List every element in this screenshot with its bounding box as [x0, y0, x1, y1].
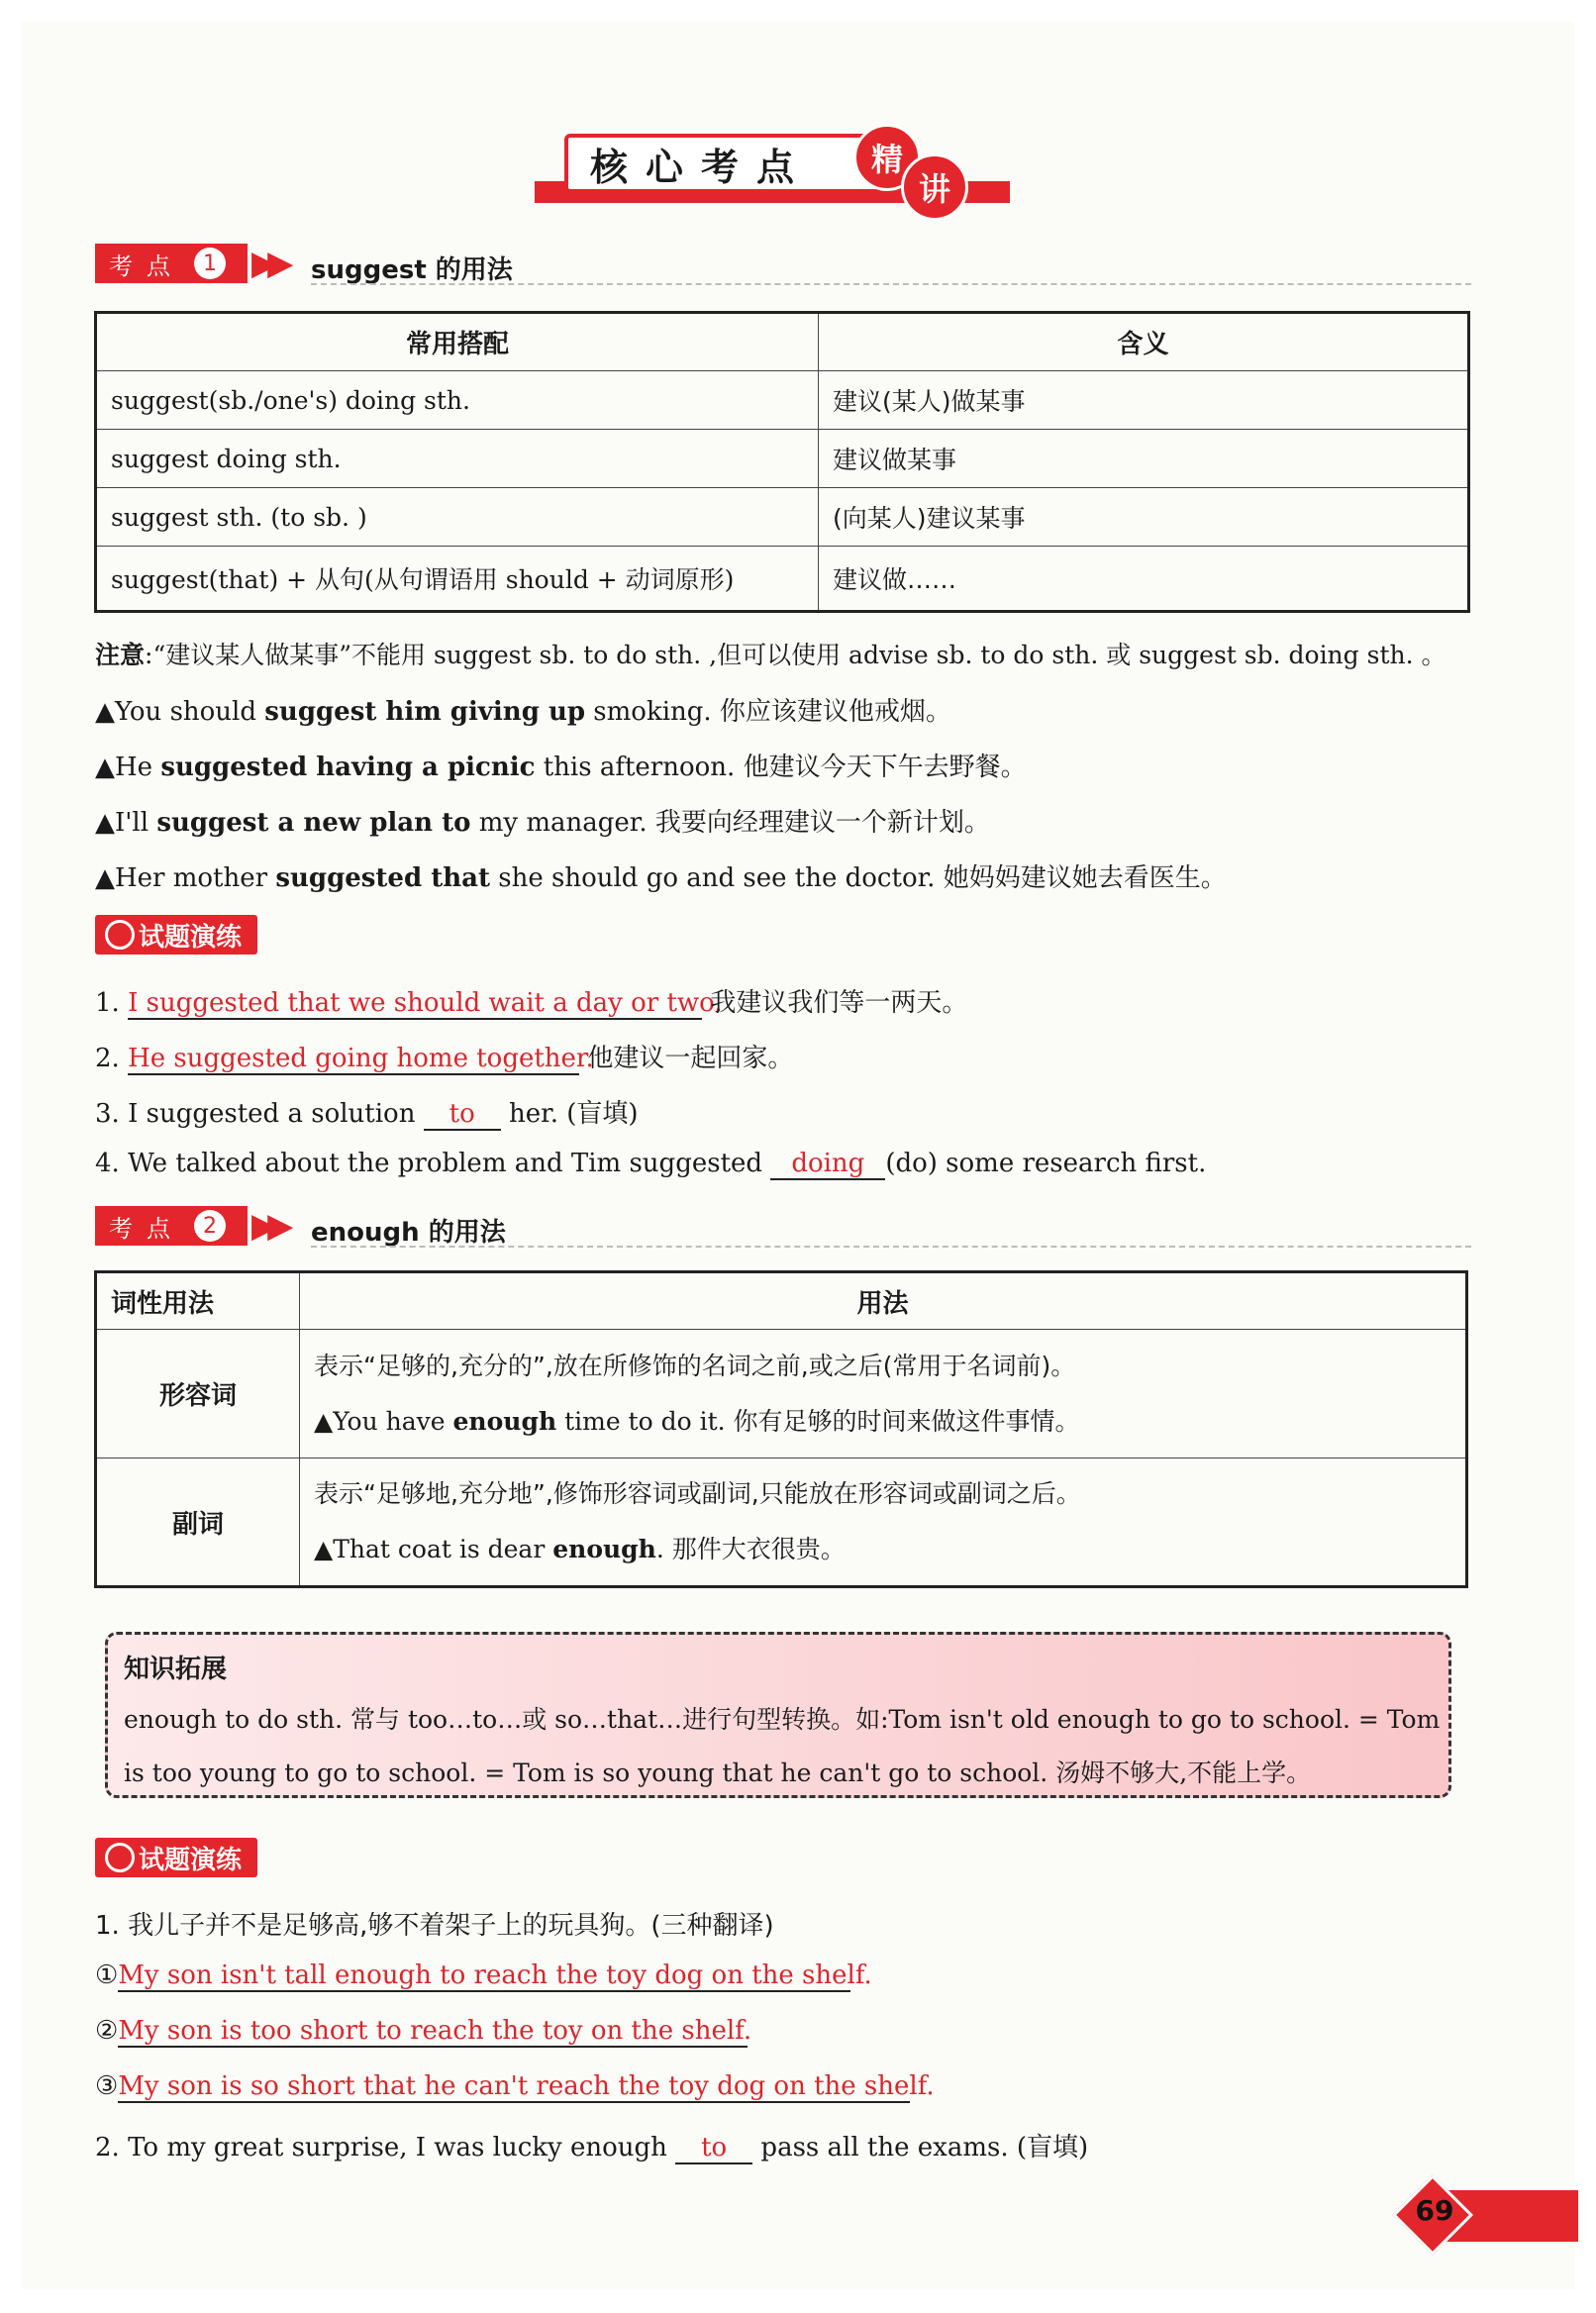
example-bold: suggested having a picnic	[160, 753, 536, 782]
knowledge-box	[105, 1632, 1451, 1798]
section-number: 1	[194, 248, 226, 279]
section-rule	[311, 1246, 1471, 1248]
example-pre: ▲That coat is dear	[314, 1535, 553, 1563]
item-number: 2.	[95, 1044, 120, 1073]
table-row	[96, 1330, 1467, 1458]
table-row	[96, 1458, 1467, 1587]
practice-label	[95, 915, 257, 955]
table-cell: suggest sth. (to sb. )	[96, 488, 819, 547]
banner-box	[564, 134, 901, 193]
page-number: 69	[1415, 2194, 1454, 2227]
practice-answer	[95, 2016, 752, 2048]
knowledge-line: enough to do sth. 常与 too…to…或 so…that…进行句型转换。如:Tom isn't old enough to go to school. = Tom	[124, 1705, 1441, 1734]
section-rule	[311, 283, 1471, 285]
answer-blank: My son is so short that he can't reach the toy dog on the shelf.	[118, 2071, 935, 2101]
example-pre: ▲I'll	[95, 808, 157, 838]
item-number: 1.	[95, 988, 120, 1018]
note-line	[95, 636, 1446, 671]
banner-seal-jiang: 讲	[901, 153, 968, 221]
table-header: 常用搭配	[96, 313, 819, 371]
knowledge-title: 知识拓展	[124, 1655, 228, 1684]
example-bold: suggest him giving up	[264, 697, 586, 727]
example-pre: ▲He	[95, 753, 161, 782]
item-number: 4.	[95, 1149, 120, 1178]
practice-item	[95, 1149, 1206, 1180]
practice-answer	[95, 2071, 935, 2103]
section-number: 2	[194, 1210, 226, 1242]
double-arrow-icon: ▶▶	[251, 1206, 284, 1246]
answer-blank: to	[424, 1099, 501, 1131]
knowledge-line: is too young to go to school. = Tom is so young that he can't go to school. 汤姆不够大,不能上学。	[124, 1759, 1312, 1787]
table-header: 词性用法	[96, 1272, 300, 1330]
example-bold: suggested that	[275, 863, 490, 893]
table-cell: suggest(that) + 从句(从句谓语用 should + 动词原形)	[96, 547, 819, 612]
usage-example	[314, 1522, 1451, 1577]
item-text: 他建议一起回家。	[579, 1044, 794, 1073]
answer-blank: to	[675, 2133, 752, 2164]
answer-blank: I suggested that we should wait a day or two.	[128, 988, 723, 1018]
page-number-badge	[1390, 2180, 1578, 2250]
item-number: 3.	[95, 1099, 120, 1129]
example-pre: ▲You should	[95, 697, 265, 727]
table-row	[96, 430, 1469, 488]
table-cell: 建议做某事	[819, 430, 1469, 488]
section-title: suggest 的用法	[311, 255, 513, 285]
answer-blank: My son is too short to reach the toy on the shelf.	[118, 2016, 752, 2046]
table-header: 用法	[300, 1272, 1467, 1330]
banner-seal-jing: 精	[853, 124, 921, 191]
example-pre: ▲You have	[314, 1406, 453, 1436]
practice-question: 1. 我儿子并不是足够高,够不着架子上的玩具狗。(三种翻译)	[95, 1911, 774, 1941]
practice-icon	[105, 1843, 135, 1872]
suggest-table	[94, 311, 1470, 613]
item-text: I suggested a solution	[128, 1099, 424, 1129]
practice-item	[95, 2127, 1088, 2164]
usage-text: 表示“足够的,充分的”,放在所修饰的名词之前,或之后(常用于名词前)。	[314, 1351, 1076, 1380]
practice-item	[95, 1093, 639, 1131]
item-text: We talked about the problem and Tim suggested	[128, 1149, 771, 1178]
item-text: 我建议我们等一两天。	[702, 988, 968, 1018]
usage-example	[314, 1394, 1451, 1450]
table-cell: 建议(某人)做某事	[819, 371, 1469, 430]
section-title: enough 的用法	[311, 1218, 506, 1248]
answer-blank: He suggested going home together.	[128, 1044, 594, 1073]
table-cell: 建议做……	[819, 547, 1469, 612]
item-text: pass all the exams. (盲填)	[752, 2133, 1089, 2162]
example-post: smoking. 你应该建议他戒烟。	[585, 697, 951, 727]
example-line	[95, 802, 990, 839]
example-bold: enough	[552, 1535, 656, 1563]
practice-label	[95, 1838, 257, 1877]
table-row	[96, 371, 1469, 430]
section-header-1	[95, 240, 1471, 287]
practice-icon	[105, 920, 135, 950]
banner-title: 核心考点	[590, 145, 813, 189]
usage-text: 表示“足够地,充分地”,修饰形容词或副词,只能放在形容词或副词之后。	[314, 1479, 1081, 1508]
answer-mark: ②	[95, 2016, 119, 2046]
example-bold: enough	[452, 1406, 557, 1436]
double-arrow-icon: ▶▶	[251, 244, 284, 283]
item-text: 2. To my great surprise, I was lucky enough	[95, 2133, 676, 2162]
answer-blank: My son isn't tall enough to reach the toy dog on the shelf.	[118, 1961, 872, 1990]
usage-cell	[300, 1330, 1467, 1458]
example-line	[95, 691, 951, 728]
item-text: (do) some research first.	[885, 1149, 1207, 1178]
table-header-row	[96, 1272, 1467, 1330]
note-text: :“建议某人做某事”不能用 suggest sb. to do sth. ,但可以使用 advise sb. to do sth. 或 suggest sb. doing sth. 。	[145, 641, 1446, 669]
table-cell: suggest(sb./one's) doing sth.	[96, 371, 819, 430]
table-row	[96, 547, 1469, 612]
section-tag: 考点	[95, 244, 248, 283]
category-cell: 形容词	[96, 1330, 300, 1458]
example-line	[95, 857, 1227, 894]
item-text: her. (盲填)	[500, 1099, 639, 1129]
example-post: she should go and see the doctor. 她妈妈建议她去看医生。	[489, 863, 1227, 893]
example-line	[95, 747, 1027, 783]
practice-label-text: 试题演练	[139, 922, 243, 953]
practice-item	[95, 982, 967, 1020]
table-cell: (向某人)建议某事	[819, 488, 1469, 547]
practice-item	[95, 1038, 793, 1075]
note-label: 注意	[95, 641, 146, 669]
category-cell: 副词	[96, 1458, 300, 1587]
answer-mark: ①	[95, 1961, 119, 1990]
table-header-row	[96, 313, 1469, 371]
answer-blank: doing	[770, 1149, 885, 1180]
table-header: 含义	[819, 313, 1469, 371]
section-tag: 考点	[95, 1206, 248, 1246]
example-post: time to do it. 你有足够的时间来做这件事情。	[556, 1406, 1080, 1436]
example-post: . 那件大衣很贵。	[655, 1535, 846, 1563]
example-post: this afternoon. 他建议今天下午去野餐。	[535, 753, 1027, 782]
answer-mark: ③	[95, 2071, 119, 2101]
example-pre: ▲Her mother	[95, 863, 276, 893]
practice-answer	[95, 1961, 872, 1992]
table-cell: suggest doing sth.	[96, 430, 819, 488]
example-post: my manager. 我要向经理建议一个新计划。	[470, 808, 990, 838]
usage-cell	[300, 1458, 1467, 1587]
table-row	[96, 488, 1469, 547]
example-bold: suggest a new plan to	[156, 808, 471, 838]
title-banner	[535, 124, 1010, 209]
enough-table	[94, 1270, 1468, 1588]
section-header-2	[95, 1202, 1471, 1250]
practice-label-text: 试题演练	[139, 1845, 243, 1875]
